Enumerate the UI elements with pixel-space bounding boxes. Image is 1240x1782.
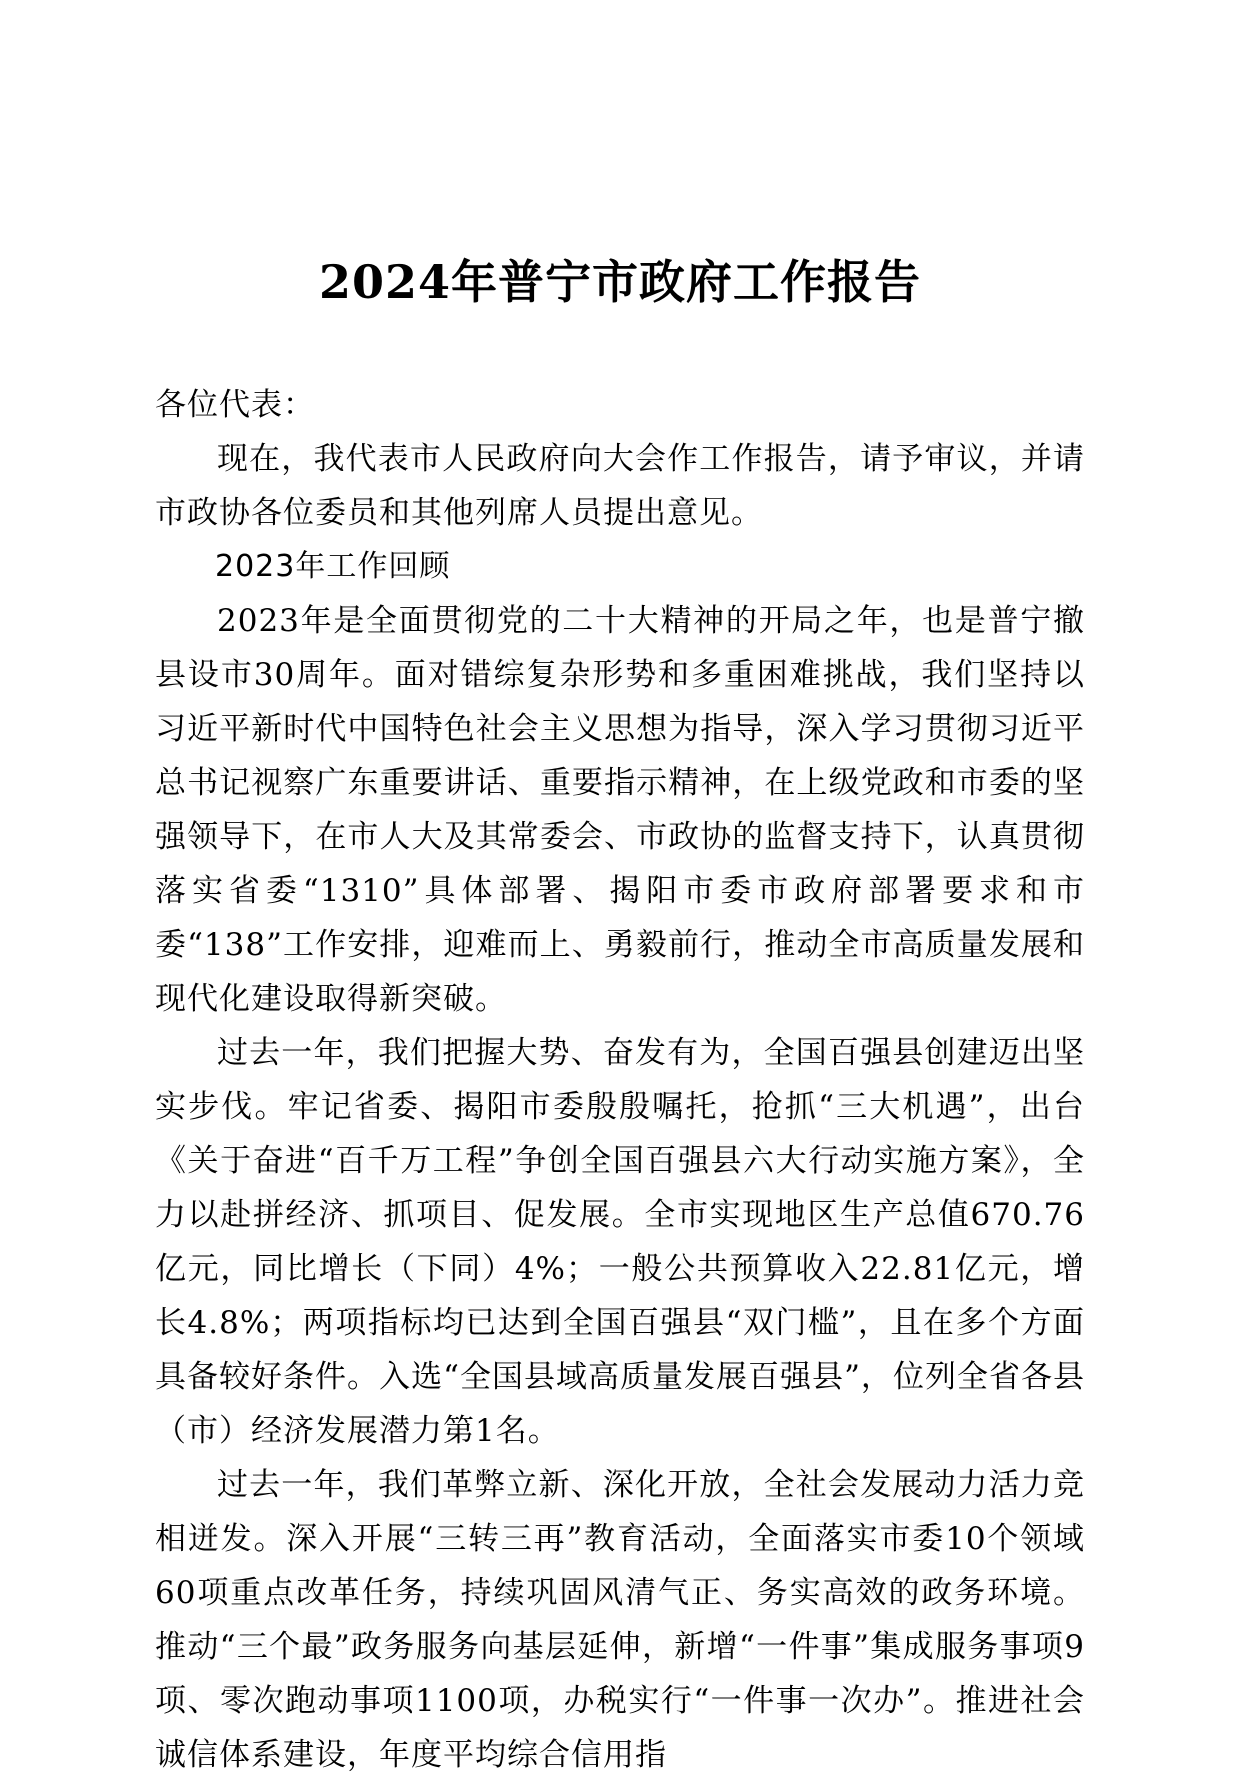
body-paragraph: 2023年是全面贯彻党的二十大精神的开局之年，也是普宁撤县设市30周年。面对错综复杂形势和多重困难挑战，我们坚持以习近平新时代中国特色社会主义思想为指导，深入学习贯彻习近平总书记视察广东重要讲话、重要指示精神，在上级党政和市委的坚强领导下，在市人大及其常委会、市政协的监督支持下，认真贯彻落实省委“1310”具体部署、揭阳市委市政府部署要求和市委“138”工作安排，迎难而上、勇毅前行，推动全市高质量发展和现代化建设取得新突破。 — [155, 603, 1085, 1017]
intro-paragraph: 现在，我代表市人民政府向大会作工作报告，请予审议，并请市政协各位委员和其他列席人员提出意见。 — [155, 441, 1085, 531]
document-body — [155, 378, 1085, 1782]
section-heading: 2023年工作回顾 — [215, 549, 451, 584]
body-paragraph: 过去一年，我们革弊立新、深化开放，全社会发展动力活力竞相迸发。深入开展“三转三再”教育活动，全面落实市委10个领域60项重点改革任务，持续巩固风清气正、务实高效的政务环境。推动“三个最”政务服务向基层延伸，新增“一件事”集成服务事项9项、零次跑动事项1100项，办税实行“一件事一次办”。推进社会诚信体系建设，年度平均综合信用指 — [155, 1467, 1085, 1773]
body-paragraph: 过去一年，我们把握大势、奋发有为，全国百强县创建迈出坚实步伐。牢记省委、揭阳市委殷殷嘱托，抢抓“三大机遇”，出台《关于奋进“百千万工程”争创全国百强县六大行动实施方案》，全力以赴拼经济、抓项目、促发展。全市实现地区生产总值670.76亿元，同比增长（下同）4%；一般公共预算收入22.81亿元，增长4.8%；两项指标均已达到全国百强县“双门槛”，且在多个方面具备较好条件。入选“全国县域高质量发展百强县”，位列全省各县（市）经济发展潜力第1名。 — [155, 1035, 1085, 1449]
document-title: 2024年普宁市政府工作报告 — [318, 255, 922, 309]
salutation: 各位代表： — [155, 387, 315, 423]
